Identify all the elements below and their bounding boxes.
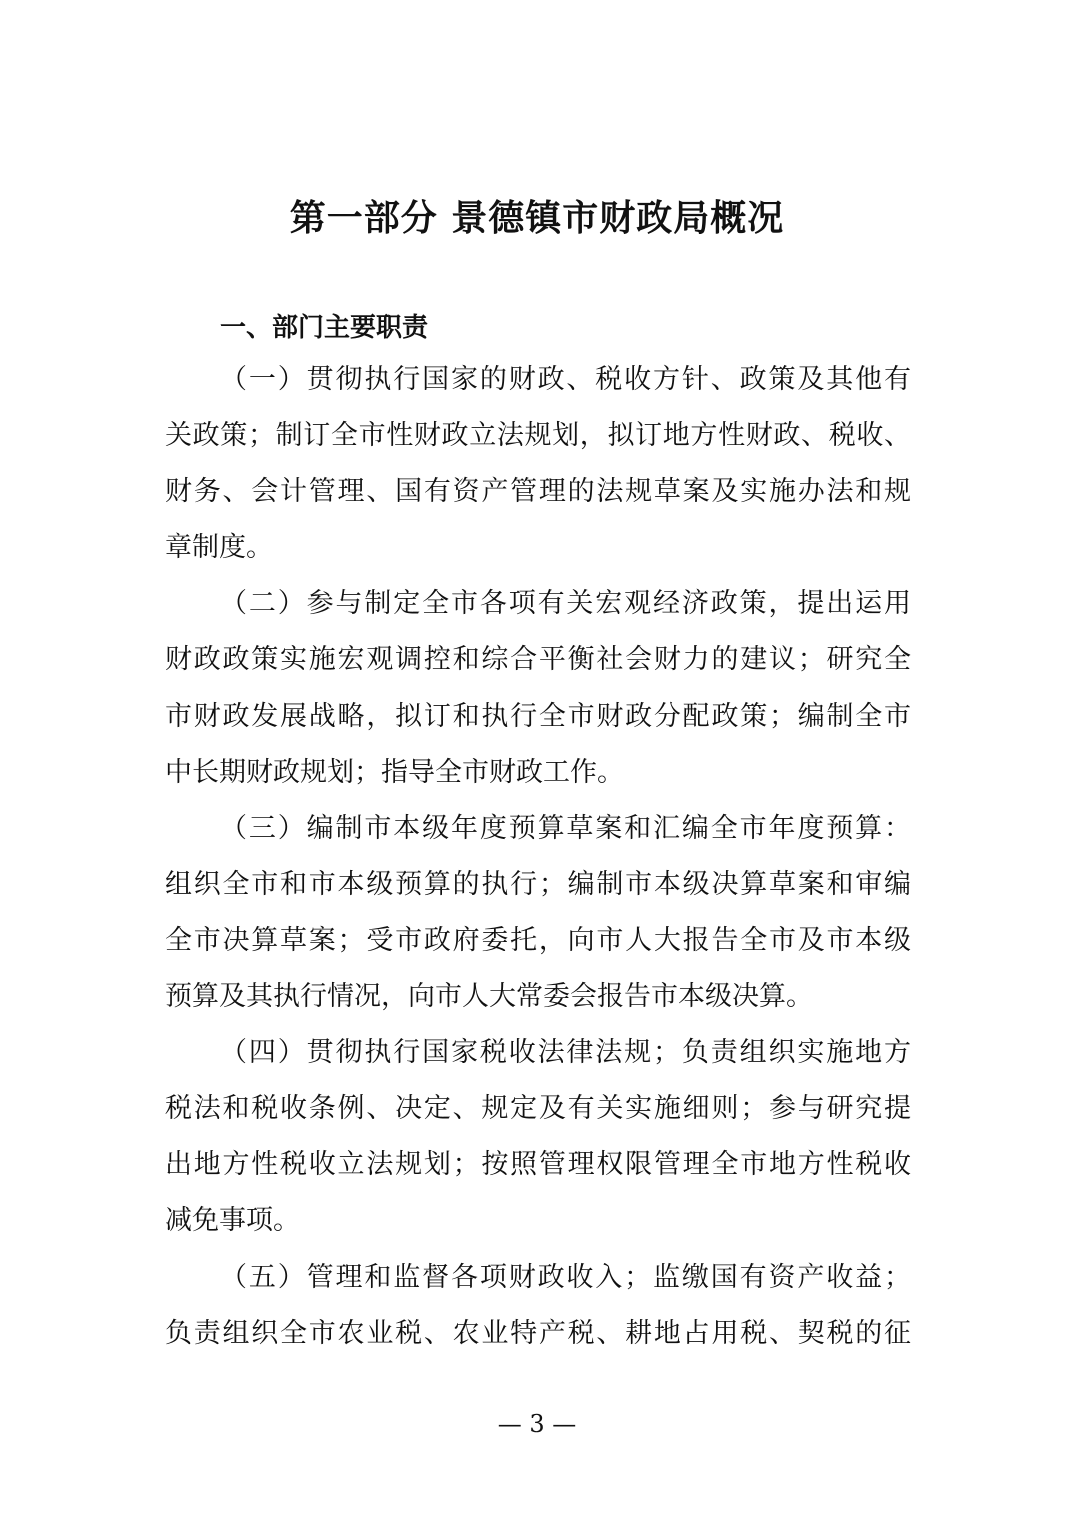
body-text-line: 组织全市和市本级预算的执行；编制市本级决算草案和审编	[165, 868, 911, 900]
body-text-line: （一）贯彻执行国家的财政、税收方针、政策及其他有	[220, 364, 911, 395]
body-text-line: 预算及其执行情况，向市人大常委会报告市本级决算。	[165, 981, 813, 1013]
body-text-line: 关政策；制订全市性财政立法规划，拟订地方性财政、税收、	[165, 420, 911, 452]
body-text-line: 负责组织全市农业税、农业特产税、耕地占用税、契税的征	[165, 1317, 911, 1349]
body-text-line: 减免事项。	[165, 1205, 300, 1237]
body-text-line: 财政政策实施宏观调控和综合平衡社会财力的建议；研究全	[165, 644, 911, 676]
page-title: 第一部分 景德镇市财政局概况	[289, 198, 785, 239]
body-text-line: 章制度。	[165, 532, 273, 564]
body-text-line: （五）管理和监督各项财政收入；监缴国有资产收益；	[220, 1261, 911, 1293]
body-text-line: 中长期财政规划；指导全市财政工作。	[165, 756, 624, 788]
body-text-line: 税法和税收条例、决定、规定及有关实施细则；参与研究提	[165, 1093, 911, 1125]
body-text-line: 出地方性税收立法规划；按照管理权限管理全市地方性税收	[165, 1149, 911, 1181]
body-text-line: 全市决算草案；受市政府委托，向市人大报告全市及市本级	[165, 924, 911, 956]
body-text-line: 财务、会计管理、国有资产管理的法规草案及实施办法和规	[165, 476, 911, 508]
body-text-line: （三）编制市本级年度预算草案和汇编全市年度预算：	[220, 812, 911, 844]
body-text-line: （二）参与制定全市各项有关宏观经济政策，提出运用	[220, 588, 911, 620]
section-heading: 一、部门主要职责	[220, 313, 429, 343]
page-number: — 3 —	[497, 1410, 577, 1438]
body-text-line: （四）贯彻执行国家税收法律法规；负责组织实施地方	[220, 1037, 911, 1069]
body-text-line: 市财政发展战略，拟订和执行全市财政分配政策；编制全市	[165, 700, 911, 732]
document-body	[165, 360, 911, 1370]
